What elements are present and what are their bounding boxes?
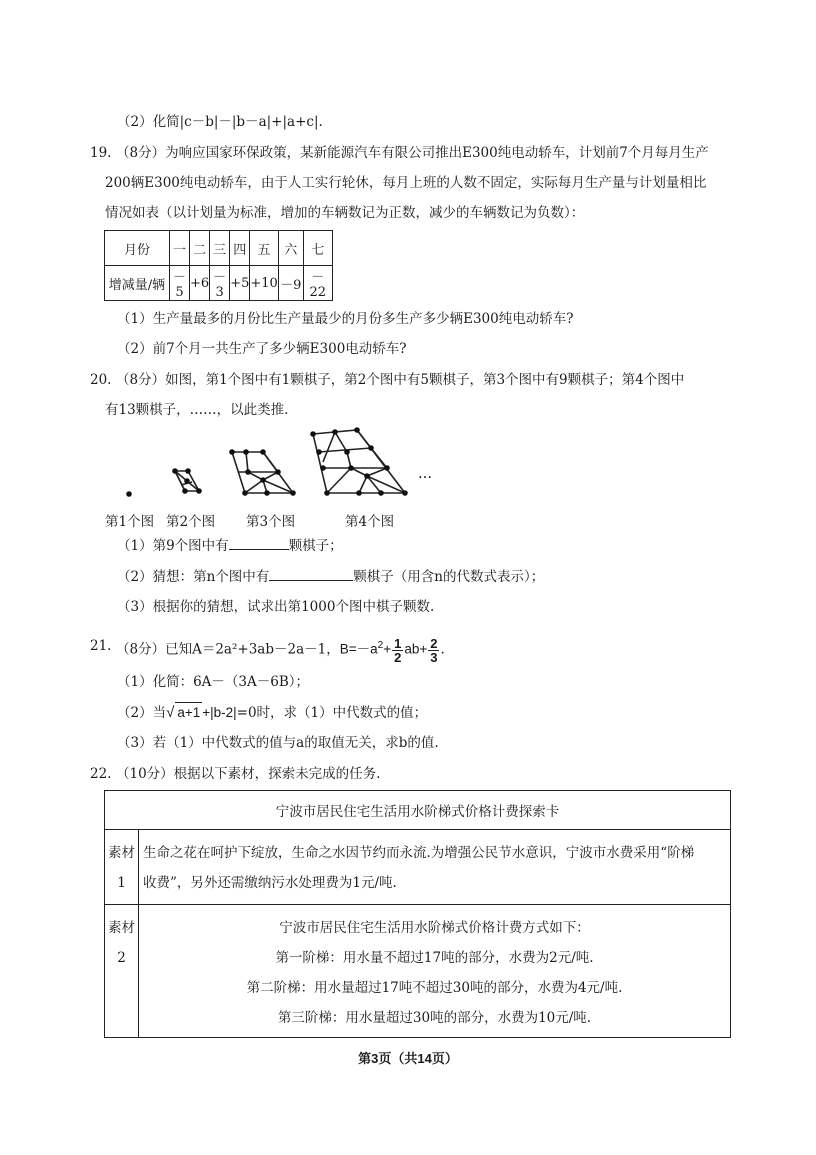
q21-number: 21. <box>90 638 112 654</box>
chess-piece <box>260 477 266 483</box>
answer-blank[interactable] <box>269 566 353 581</box>
q21-part2-text: （2）当 <box>117 705 167 721</box>
month-cell: 三 <box>210 231 230 266</box>
chess-piece <box>378 490 384 496</box>
chess-piece <box>126 491 132 497</box>
material-2-content: 宁波市居民住宅生活用水阶梯式价格计费方式如下： 第一阶梯：用水量不超过17吨的部分，水费为2元/吨. 第二阶梯：用水量超过17吨不超过30吨的部分，水费为4元/吨. 第三阶梯：用水量超过30吨的部分，水费为10元/吨. <box>139 905 731 1038</box>
chess-piece <box>196 488 202 494</box>
chess-piece <box>324 490 330 496</box>
absolute-value-expression: |b-2| <box>210 705 237 720</box>
sqrt-expression: a+1 <box>175 702 202 723</box>
chess-piece <box>182 488 188 494</box>
card-title: 宁波市居民住宅生活用水阶梯式价格计费探索卡 <box>105 791 731 830</box>
chess-piece <box>368 445 374 451</box>
table-row <box>105 905 731 1038</box>
q19-stem-line1: （8分）为响应国家环保政策，某新能源汽车有限公司推出E300纯电动轿车，计划前7个月每月生产 <box>116 145 709 161</box>
figure-ellipsis: … <box>418 466 432 482</box>
q20-part3: （3）根据你的猜想，试求出第1000个图中棋子颗数. <box>117 599 435 615</box>
month-cell: 六 <box>278 231 303 266</box>
chess-piece <box>185 468 191 474</box>
q21-part2: （2）当√ a+1 +|b-2|=0时，求（1）中代数式的值； <box>117 704 428 721</box>
q21-stem-b: B=－a <box>339 641 378 657</box>
month-cell: 五 <box>250 231 278 266</box>
table-row-label: 增减量/辆 <box>105 266 170 301</box>
q20-part2-text: （2）猜想：第n个图中有 <box>117 569 270 585</box>
figure-label-3: 第3个图 <box>246 514 296 530</box>
q19-part1: （1）生产量最多的月份比生产量最少的月份多生产多少辆E300纯电动轿车? <box>117 311 574 327</box>
chess-piece <box>332 429 338 435</box>
chess-piece <box>344 449 350 455</box>
month-cell: 七 <box>303 231 332 266</box>
q21-stem-a: （8分）已知A＝2a²+3ab－2a－1， <box>116 641 340 658</box>
q21-stem-c: ab+ <box>404 641 428 657</box>
answer-blank[interactable] <box>229 535 289 550</box>
chess-piece <box>316 449 322 455</box>
chess-piece <box>245 469 251 475</box>
month-cell: 四 <box>230 231 250 266</box>
q20-part1 <box>117 535 343 556</box>
q21-part1: （1）化简：6A－（3A－6B）； <box>117 674 310 690</box>
q22-number: 22. <box>90 766 112 782</box>
table-header-label: 月份 <box>105 231 170 266</box>
fraction-two-thirds: $\frac{2}{3}$ <box>430 635 438 665</box>
production-table <box>104 230 333 301</box>
chess-piece <box>384 465 390 471</box>
value-cell: +6 <box>190 266 210 301</box>
figure-label-2: 第2个图 <box>166 514 216 530</box>
value-cell: +5 <box>230 266 250 301</box>
table-row <box>105 791 731 830</box>
q21-exponent: 2 <box>377 640 384 651</box>
q18-part2: （2）化简|c－b|－|b－a|+|a+c|. <box>117 114 323 130</box>
q19-number: 19. <box>90 145 112 161</box>
table-row <box>105 830 731 905</box>
chess-pattern-figure <box>95 420 455 510</box>
chess-piece <box>348 465 354 471</box>
value-cell: +10 <box>250 266 278 301</box>
chess-piece <box>354 427 360 433</box>
q22-stem: （10分）根据以下素材，探索未完成的任务. <box>116 766 381 782</box>
q20-part2 <box>117 566 544 587</box>
fraction-one-half: $\frac{1}{2}$ <box>394 635 402 665</box>
q20-stem-line1: （8分）如图，第1个图中有1颗棋子，第2个图中有5颗棋子，第3个图中有9颗棋子；第4个图中 <box>116 372 685 388</box>
chess-piece <box>275 469 281 475</box>
q19-stem-line2: 200辆E300纯电动轿车，由于人工实行轮休，每月上班的人数不固定，实际每月生产量与计划量相比 <box>105 175 707 191</box>
chess-piece <box>172 468 178 474</box>
q19-part2: （2）前7个月一共生产了多少辆E300电动轿车? <box>117 341 407 357</box>
figure-4-outline <box>313 430 405 493</box>
chess-piece <box>310 431 316 437</box>
month-cell: 二 <box>190 231 210 266</box>
figure-label-1: 第1个图 <box>105 514 155 530</box>
material-2-label: 素材 2 <box>105 905 139 1038</box>
value-cell: －22 <box>303 266 332 301</box>
chess-piece <box>290 490 296 496</box>
figure-label-4: 第4个图 <box>345 514 395 530</box>
q20-number: 20. <box>90 372 112 388</box>
q20-part2-suffix: 颗棋子（用含n的代数式表示）； <box>353 569 545 585</box>
chess-piece <box>402 490 408 496</box>
chess-piece <box>264 490 270 496</box>
page-footer: 第3页（共14页） <box>358 1051 458 1066</box>
month-cell: 一 <box>170 231 190 266</box>
q21-part3: （3）若（1）中代数式的值与a的取值无关，求b的值. <box>117 735 439 751</box>
chess-piece <box>242 490 248 496</box>
value-cell: －3 <box>210 266 230 301</box>
chess-piece <box>320 465 326 471</box>
material-1-label: 素材 1 <box>105 830 139 905</box>
chess-piece <box>229 449 235 455</box>
chess-piece <box>364 473 370 479</box>
q19-stem-line3: 情况如表（以计划量为标准，增加的车辆数记为正数，减少的车辆数记为负数）： <box>105 205 585 221</box>
chess-piece <box>260 449 266 455</box>
table-row <box>105 266 333 301</box>
value-cell: －9 <box>278 266 303 301</box>
q20-part1-suffix: 颗棋子； <box>288 538 343 554</box>
chess-piece <box>356 490 362 496</box>
value-cell: －5 <box>170 266 190 301</box>
table-row <box>105 231 333 266</box>
water-price-card <box>104 790 731 1038</box>
q20-stem-line2: 有13颗棋子，……，以此类推. <box>105 402 289 418</box>
q20-part1-text: （1）第9个图中有 <box>117 538 229 554</box>
chess-piece <box>243 449 249 455</box>
chess-piece <box>184 478 190 484</box>
material-1-content: 生命之花在呵护下绽放，生命之水因节约而永流.为增强公民节水意识，宁波市水费采用“阶梯 收费”，另外还需缴纳污水处理费为1元/吨. <box>139 830 731 905</box>
q21-stem: （8分）已知A＝2a²+3ab－2a－1，$B=-a^2+$ $\frac{1}{2}$ ab+ $\frac{2}{3}$ . <box>116 635 445 665</box>
